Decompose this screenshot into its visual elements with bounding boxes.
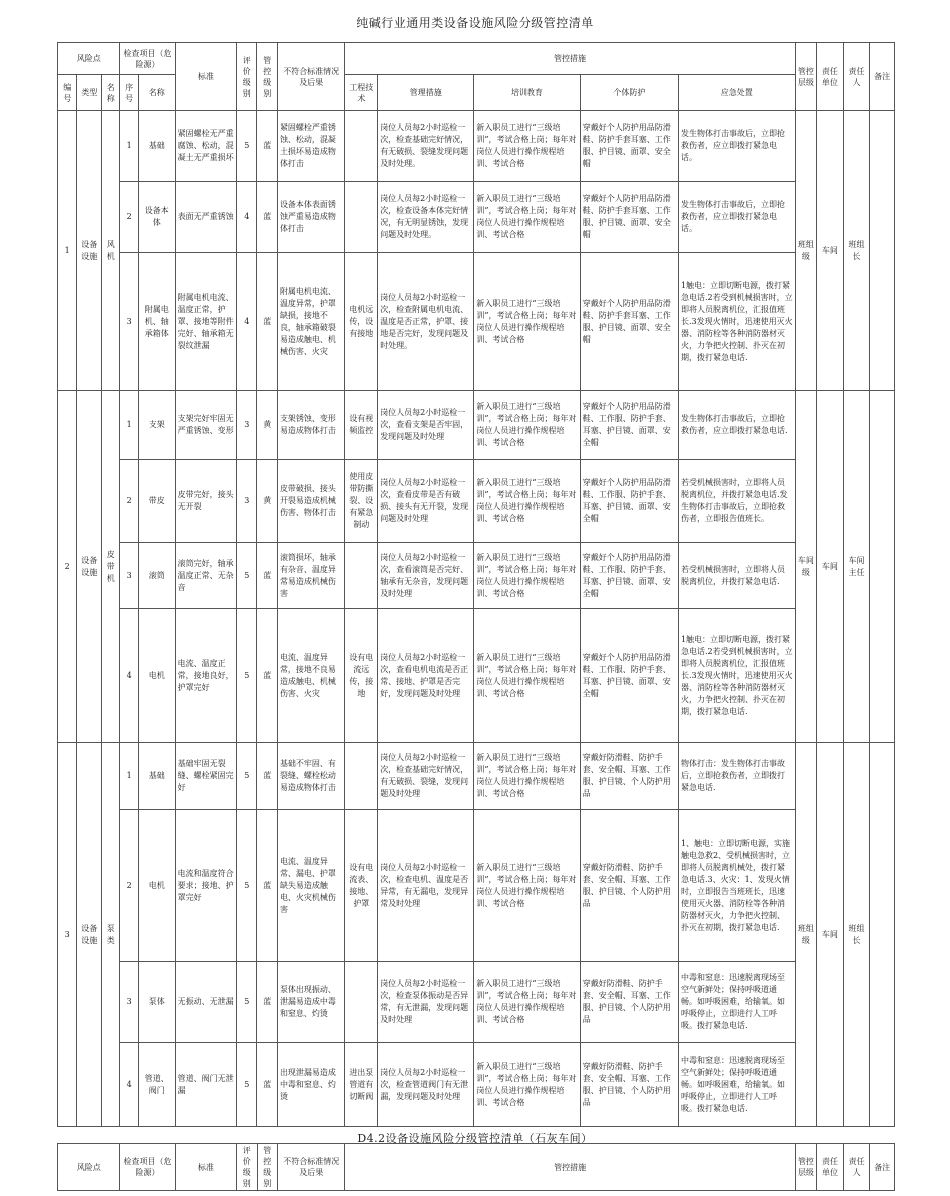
row-item-name: 支架: [138, 391, 175, 460]
row-item-name: 电机: [138, 810, 175, 962]
row-engineering: [345, 111, 378, 182]
table-row: [58, 111, 895, 182]
row-control-level: 黄: [257, 391, 277, 460]
table-row: [58, 460, 895, 543]
row-emergency: 中毒和窒息：迅速脱离现场至空气新鲜处；保持呼吸道通畅。如呼吸困难，给输氧。如呼吸停止，立即进行人工呼吸。拨打紧急电话.: [678, 1043, 795, 1127]
bottom-header-control-layer: 管控层级: [795, 1144, 816, 1191]
group-remark: [870, 743, 895, 1127]
group-remark: [870, 111, 895, 391]
row-emergency: 1、触电：立即切断电源，实施触电急救2、受机械损害时，立即将人员脱离机械处，拨打紧急电话.3、火灾：1、发现火情时，立即报告当班班长，迅速使用灭火器、消防栓等各种消防器材灭火，力争把火控制、扑灭在初期，拨打紧急电话.: [678, 810, 795, 962]
table-row: [58, 810, 895, 962]
row-item-name: 管道、阀门: [138, 1043, 175, 1127]
group-resp-person: 车间主任: [843, 391, 870, 743]
header-resp-person: 责任人: [843, 43, 870, 111]
row-management: 岗位人员每2小时巡检一次，查看电机电流是否正常、接地、护罩是否完好，发现问题及时处理: [378, 609, 474, 743]
header-no: 编号: [58, 75, 77, 111]
group-type: 设备设施: [77, 111, 102, 391]
group-control-layer: 车间级: [795, 391, 816, 743]
row-item-name: 附属电机、轴承箱体: [138, 253, 175, 391]
header-type: 类型: [77, 75, 102, 111]
row-management: 岗位人员每2小时巡检一次，查看滚筒是否完好、轴承有无杂音，发现问题及时处理: [378, 543, 474, 609]
table-row: [58, 743, 895, 810]
row-standard: 表面无严重锈蚀: [175, 182, 236, 253]
row-emergency: 发生物体打击事故后，立即抢救伤者，应立即拨打紧急电话。: [678, 182, 795, 253]
row-nonconform: 滚筒损坏，轴承有杂音、温度异常易造成机械伤害: [277, 543, 345, 609]
row-seq: 1: [120, 743, 138, 810]
row-ppe: 穿戴好个人防护用品防滑鞋、工作服、防护手套、耳塞、护目镜、面罩、安全帽: [580, 543, 678, 609]
row-ppe: 穿戴好防滑鞋、防护手套、安全帽、耳塞、工作服、护目镜、个人防护用品: [580, 743, 678, 810]
row-standard: 无振动、无泄漏: [175, 962, 236, 1043]
row-control-level: 蓝: [257, 743, 277, 810]
group-no: 1: [58, 111, 77, 391]
row-management: 岗位人员每2小时巡检一次，查看皮带是否有破损、接头有无开裂，发现问题及时处理: [378, 460, 474, 543]
row-seq: 2: [120, 460, 138, 543]
row-management: 岗位人员每2小时巡检一次，检查电机、温度是否异常，有无漏电，发现异常及时处理: [378, 810, 474, 962]
row-engineering: 进出泵管道有切断阀: [345, 1043, 378, 1127]
row-nonconform: 皮带破损、接头开裂易造成机械伤害、物体打击: [277, 460, 345, 543]
table-row: [58, 1043, 895, 1127]
row-eval-level: 5: [237, 743, 257, 810]
row-emergency: 1触电：立即切断电源，拨打紧急电话.2若受到机械损害时，立即将人员脱离机位，汇报值班长.3发现火情时，迅速使用灭火器、消防栓等各种消防器材灭火，力争把火控制、扑灭在初期，拨打紧急电话.: [678, 253, 795, 391]
row-item-name: 滚筒: [138, 543, 175, 609]
row-management: 岗位人员每2小时巡检一次，检查泵体振动是否异常，有无泄漏，发现问题及时处理: [378, 962, 474, 1043]
row-seq: 1: [120, 111, 138, 182]
row-item-name: 电机: [138, 609, 175, 743]
page-title: 纯碱行业通用类设备设施风险分级管控清单: [356, 16, 594, 30]
group-resp-unit: 车间: [817, 111, 844, 391]
header-engineering: 工程技术: [345, 75, 378, 111]
header-nonconform: 不符合标准情况及后果: [277, 43, 345, 111]
group-name: 风机: [101, 111, 119, 391]
row-training: 新入职员工进行“三级培训”，考试合格上岗；每年对岗位人员进行操作规程培训、考试合格: [474, 391, 580, 460]
row-seq: 3: [120, 962, 138, 1043]
row-engineering: 设有视频监控: [345, 391, 378, 460]
row-item-name: 带皮: [138, 460, 175, 543]
row-ppe: 穿戴好个人防护用品防滑鞋、工作服、防护手套、耳塞、护目镜、面罩、安全帽: [580, 609, 678, 743]
row-control-level: 蓝: [257, 182, 277, 253]
header-seq: 序号: [120, 75, 138, 111]
row-management: 岗位人员每2小时巡检一次，检查基础完好情况，有无破损、裂缝发现问题及时处理。: [378, 111, 474, 182]
row-engineering: [345, 962, 378, 1043]
row-training: 新入职员工进行“三级培训”，考试合格上岗；每年对岗位人员进行操作规程培训、考试合格: [474, 460, 580, 543]
header-measures: 管控措施: [345, 43, 795, 75]
row-training: 新入职员工进行“三级培训”，考试合格上岗；每年对岗位人员进行操作规程培训、考试合格: [474, 1043, 580, 1127]
group-name: 皮带机: [101, 391, 119, 743]
row-nonconform: 附属电机电流、温度异常，护罩缺损，接地不良，轴承箱破裂易造成触电、机械伤害、火灾: [277, 253, 345, 391]
row-ppe: 穿戴好防滑鞋、防护手套、安全帽、耳塞、工作服、护目镜、个人防护用品: [580, 962, 678, 1043]
row-training: 新入职员工进行“三级培训”，考试合格上岗；每年对岗位人员进行操作规程培训、考试合格: [474, 962, 580, 1043]
row-training: 新入职员工进行“三级培训”，考试合格上岗；每年对岗位人员进行操作规程培训、考试合格: [474, 810, 580, 962]
row-training: 新入职员工进行“三级培训”，考试合格上岗；每年对岗位人员进行操作规程培训、考试合格: [474, 609, 580, 743]
row-standard: 紧固螺栓无严重腐蚀、松动，混凝土无严重损坏: [175, 111, 236, 182]
row-standard: 电流、温度正常，接地良好，护罩完好: [175, 609, 236, 743]
row-eval-level: 5: [237, 810, 257, 962]
group-control-layer: 班组级: [795, 111, 816, 391]
row-engineering: 设有电流远传，接地: [345, 609, 378, 743]
row-engineering: 电机远传，设有接地: [345, 253, 378, 391]
row-training: 新入职员工进行“三级培训”，考试合格上岗；每年对岗位人员进行操作规程培训、考试合格: [474, 253, 580, 391]
row-control-level: 蓝: [257, 253, 277, 391]
row-eval-level: 3: [237, 391, 257, 460]
bottom-header-resp-unit: 责任单位: [817, 1144, 844, 1191]
group-control-layer: 班组级: [795, 743, 816, 1127]
row-control-level: 蓝: [257, 810, 277, 962]
row-management: 岗位人员每2小时巡检一次，检查附属电机电流、温度是否正常，护罩、接地是否完好，发现问题及时处理。: [378, 253, 474, 391]
header-resp-unit: 责任单位: [817, 43, 844, 111]
row-nonconform: 泵体出现振动、泄漏易造成中毒和窒息、灼烫: [277, 962, 345, 1043]
row-standard: 基础牢固无裂缝、螺栓紧固完好: [175, 743, 236, 810]
row-standard: 电流和温度符合要求；接地、护罩完好: [175, 810, 236, 962]
risk-table-body: [58, 111, 895, 1127]
row-standard: 附属电机电流、温度正常，护罩、接地等附件完好、轴承箱无裂纹泄漏: [175, 253, 236, 391]
row-seq: 3: [120, 253, 138, 391]
row-emergency: 发生物体打击事故后，立即抢救伤者，应立即拨打紧急电话.: [678, 391, 795, 460]
bottom-header-resp-person: 责任人: [843, 1144, 870, 1191]
row-training: 新入职员工进行“三级培训”，考试合格上岗；每年对岗位人员进行操作规程培训、考试合格: [474, 182, 580, 253]
header-row-1: [58, 43, 895, 75]
bottom-header-control-level: 管控级别: [257, 1144, 277, 1191]
group-resp-person: 班组长: [843, 111, 870, 391]
row-eval-level: 5: [237, 111, 257, 182]
row-standard: 管道、阀门无泄漏: [175, 1043, 236, 1127]
header-item-name: 名称: [138, 75, 175, 111]
row-control-level: 蓝: [257, 111, 277, 182]
table-row: [58, 962, 895, 1043]
row-ppe: 穿戴好个人防护用品防滑鞋、工作服、防护手套、耳塞、护目镜、面罩、安全帽: [580, 460, 678, 543]
row-eval-level: 3: [237, 460, 257, 543]
header-eval-level: 评价级别: [237, 43, 257, 111]
row-ppe: 穿戴好防滑鞋、防护手套、安全帽、耳塞、工作服、护目镜、个人防护用品: [580, 810, 678, 962]
row-engineering: [345, 543, 378, 609]
row-control-level: 蓝: [257, 962, 277, 1043]
row-management: 岗位人员每2小时巡检一次，检查设备本体完好情况，有无明显锈蚀，发现问题及时处理。: [378, 182, 474, 253]
row-standard: 支架完好牢固无严重锈蚀、变形: [175, 391, 236, 460]
row-emergency: 发生物体打击事故后，立即抢救伤者，应立即拨打紧急电话。: [678, 111, 795, 182]
row-control-level: 黄: [257, 460, 277, 543]
row-nonconform: 电流、温度异常、漏电、护罩缺失易造成触电、火灾机械伤害: [277, 810, 345, 962]
row-ppe: 穿戴好个人防护用品防滑鞋、防护手套耳塞、工作服、护目镜、面罩、安全帽: [580, 111, 678, 182]
group-remark: [870, 391, 895, 743]
row-seq: 3: [120, 543, 138, 609]
row-nonconform: 电流、温度异常，接地不良易造成触电、机械伤害、火灾: [277, 609, 345, 743]
header-control-layer: 管控层级: [795, 43, 816, 111]
header-management: 管理措施: [378, 75, 474, 111]
row-seq: 2: [120, 810, 138, 962]
bottom-header-check-item: 检查项目（危险源）: [120, 1144, 175, 1191]
row-eval-level: 5: [237, 962, 257, 1043]
row-engineering: [345, 743, 378, 810]
group-resp-person: 班组长: [843, 743, 870, 1127]
row-standard: 皮带完好，接头无开裂: [175, 460, 236, 543]
row-eval-level: 5: [237, 609, 257, 743]
row-seq: 4: [120, 1043, 138, 1127]
table-row: [58, 543, 895, 609]
row-ppe: 穿戴好个人防护用品防滑鞋、工作服、防护手套、耳塞、护目镜、面罩、安全帽: [580, 391, 678, 460]
row-item-name: 泵体: [138, 962, 175, 1043]
bottom-header-row: [58, 1144, 895, 1191]
row-nonconform: 支架锈蚀、变形易造成物体打击: [277, 391, 345, 460]
row-nonconform: 出现泄漏易造成中毒和窒息、灼烫: [277, 1043, 345, 1127]
row-control-level: 蓝: [257, 609, 277, 743]
risk-table: [57, 42, 895, 1127]
row-item-name: 设备本体: [138, 182, 175, 253]
row-nonconform: 设备本体表面锈蚀严重易造成物体打击: [277, 182, 345, 253]
bottom-header-measures: 管控措施: [345, 1144, 795, 1191]
row-nonconform: 基础不牢固、有裂缝、螺栓松动易造成物体打击: [277, 743, 345, 810]
row-item-name: 基础: [138, 111, 175, 182]
row-ppe: 穿戴好防滑鞋、防护手套、安全帽、耳塞、工作服、护目镜、个人防护用品: [580, 1043, 678, 1127]
header-control-level: 管控级别: [257, 43, 277, 111]
header-standard: 标准: [175, 43, 236, 111]
row-training: 新入职员工进行“三级培训”，考试合格上岗；每年对岗位人员进行操作规程培训、考试合格: [474, 543, 580, 609]
row-training: 新入职员工进行“三级培训”，考试合格上岗；每年对岗位人员进行操作规程培训、考试合格: [474, 743, 580, 810]
table-row: [58, 609, 895, 743]
row-training: 新入职员工进行“三级培训”，考试合格上岗；每年对岗位人员进行操作规程培训、考试合格: [474, 111, 580, 182]
header-remark: 备注: [870, 43, 895, 111]
table-row: [58, 182, 895, 253]
row-control-level: 蓝: [257, 1043, 277, 1127]
row-engineering: [345, 182, 378, 253]
bottom-header-remark: 备注: [870, 1144, 895, 1191]
header-emergency: 应急处置: [678, 75, 795, 111]
table-row: [58, 391, 895, 460]
row-seq: 1: [120, 391, 138, 460]
group-resp-unit: 车间: [817, 391, 844, 743]
section-subtitle: D4.2设备设施风险分级管控清单（石灰车间）: [357, 1132, 593, 1145]
row-emergency: 物体打击：发生物体打击事故后，立即抢救伤者，立即拨打紧急电话.: [678, 743, 795, 810]
row-management: 岗位人员每2小时巡检一次，检查基础完好情况，有无破损、裂缝，发现问题及时处理: [378, 743, 474, 810]
header-check-item: 检查项目（危险源）: [120, 43, 175, 75]
row-eval-level: 5: [237, 543, 257, 609]
row-control-level: 蓝: [257, 543, 277, 609]
table-row: [58, 253, 895, 391]
bottom-header-eval-level: 评价级别: [237, 1144, 257, 1191]
group-no: 2: [58, 391, 77, 743]
header-ppe: 个体防护: [580, 75, 678, 111]
header-training: 培训教育: [474, 75, 580, 111]
group-type: 设备设施: [77, 743, 102, 1127]
group-type: 设备设施: [77, 391, 102, 743]
group-no: 3: [58, 743, 77, 1127]
row-ppe: 穿戴好个人防护用品防滑鞋、防护手套耳塞、工作服、护目镜、面罩、安全帽: [580, 253, 678, 391]
row-engineering: 设有电流表、接地、护罩: [345, 810, 378, 962]
bottom-header-risk-point: 风险点: [58, 1144, 120, 1191]
bottom-header-nonconform: 不符合标准情况及后果: [277, 1144, 345, 1191]
row-emergency: 若受机械损害时，立即将人员脱离机位，并拨打紧急电话.发生物体打击事故后，立即抢救伤者，立即报告值班长。: [678, 460, 795, 543]
row-nonconform: 紧固螺栓严重锈蚀、松动，混凝土损坏易造成物体打击: [277, 111, 345, 182]
row-eval-level: 4: [237, 253, 257, 391]
group-resp-unit: 车间: [817, 743, 844, 1127]
row-standard: 滚筒完好，轴承温度正常、无杂音: [175, 543, 236, 609]
row-emergency: 中毒和窒息：迅速脱离现场至空气新鲜处；保持呼吸道通畅。如呼吸困难，给输氧。如呼吸停止，立即进行人工呼吸。拨打紧急电话.: [678, 962, 795, 1043]
header-name: 名称: [101, 75, 119, 111]
row-eval-level: 4: [237, 182, 257, 253]
group-name: 泵类: [101, 743, 119, 1127]
row-emergency: 若受机械损害时，立即将人员脱离机位，并拨打紧急电话.: [678, 543, 795, 609]
row-item-name: 基础: [138, 743, 175, 810]
row-management: 岗位人员每2小时巡检一次，检查管道阀门有无泄漏，发现问题及时处理: [378, 1043, 474, 1127]
row-seq: 2: [120, 182, 138, 253]
row-emergency: 1触电：立即切断电源，拨打紧急电话.2若受到机械损害时，立即将人员脱离机位，汇报值班长.3发现火情时，迅速使用灭火器、消防栓等各种消防器材灭火，力争把火控制、扑灭在初期，拨打紧急电话.: [678, 609, 795, 743]
row-eval-level: 5: [237, 1043, 257, 1127]
next-table-header: [57, 1143, 895, 1191]
header-risk-point: 风险点: [58, 43, 120, 75]
row-engineering: 使用皮带防撕裂、设有紧急制动: [345, 460, 378, 543]
bottom-header-standard: 标准: [175, 1144, 236, 1191]
row-seq: 4: [120, 609, 138, 743]
row-ppe: 穿戴好个人防护用品防滑鞋、防护手套耳塞、工作服、护目镜、面罩、安全帽: [580, 182, 678, 253]
row-management: 岗位人员每2小时巡检一次，查看支架是否牢固，发现问题及时处理: [378, 391, 474, 460]
